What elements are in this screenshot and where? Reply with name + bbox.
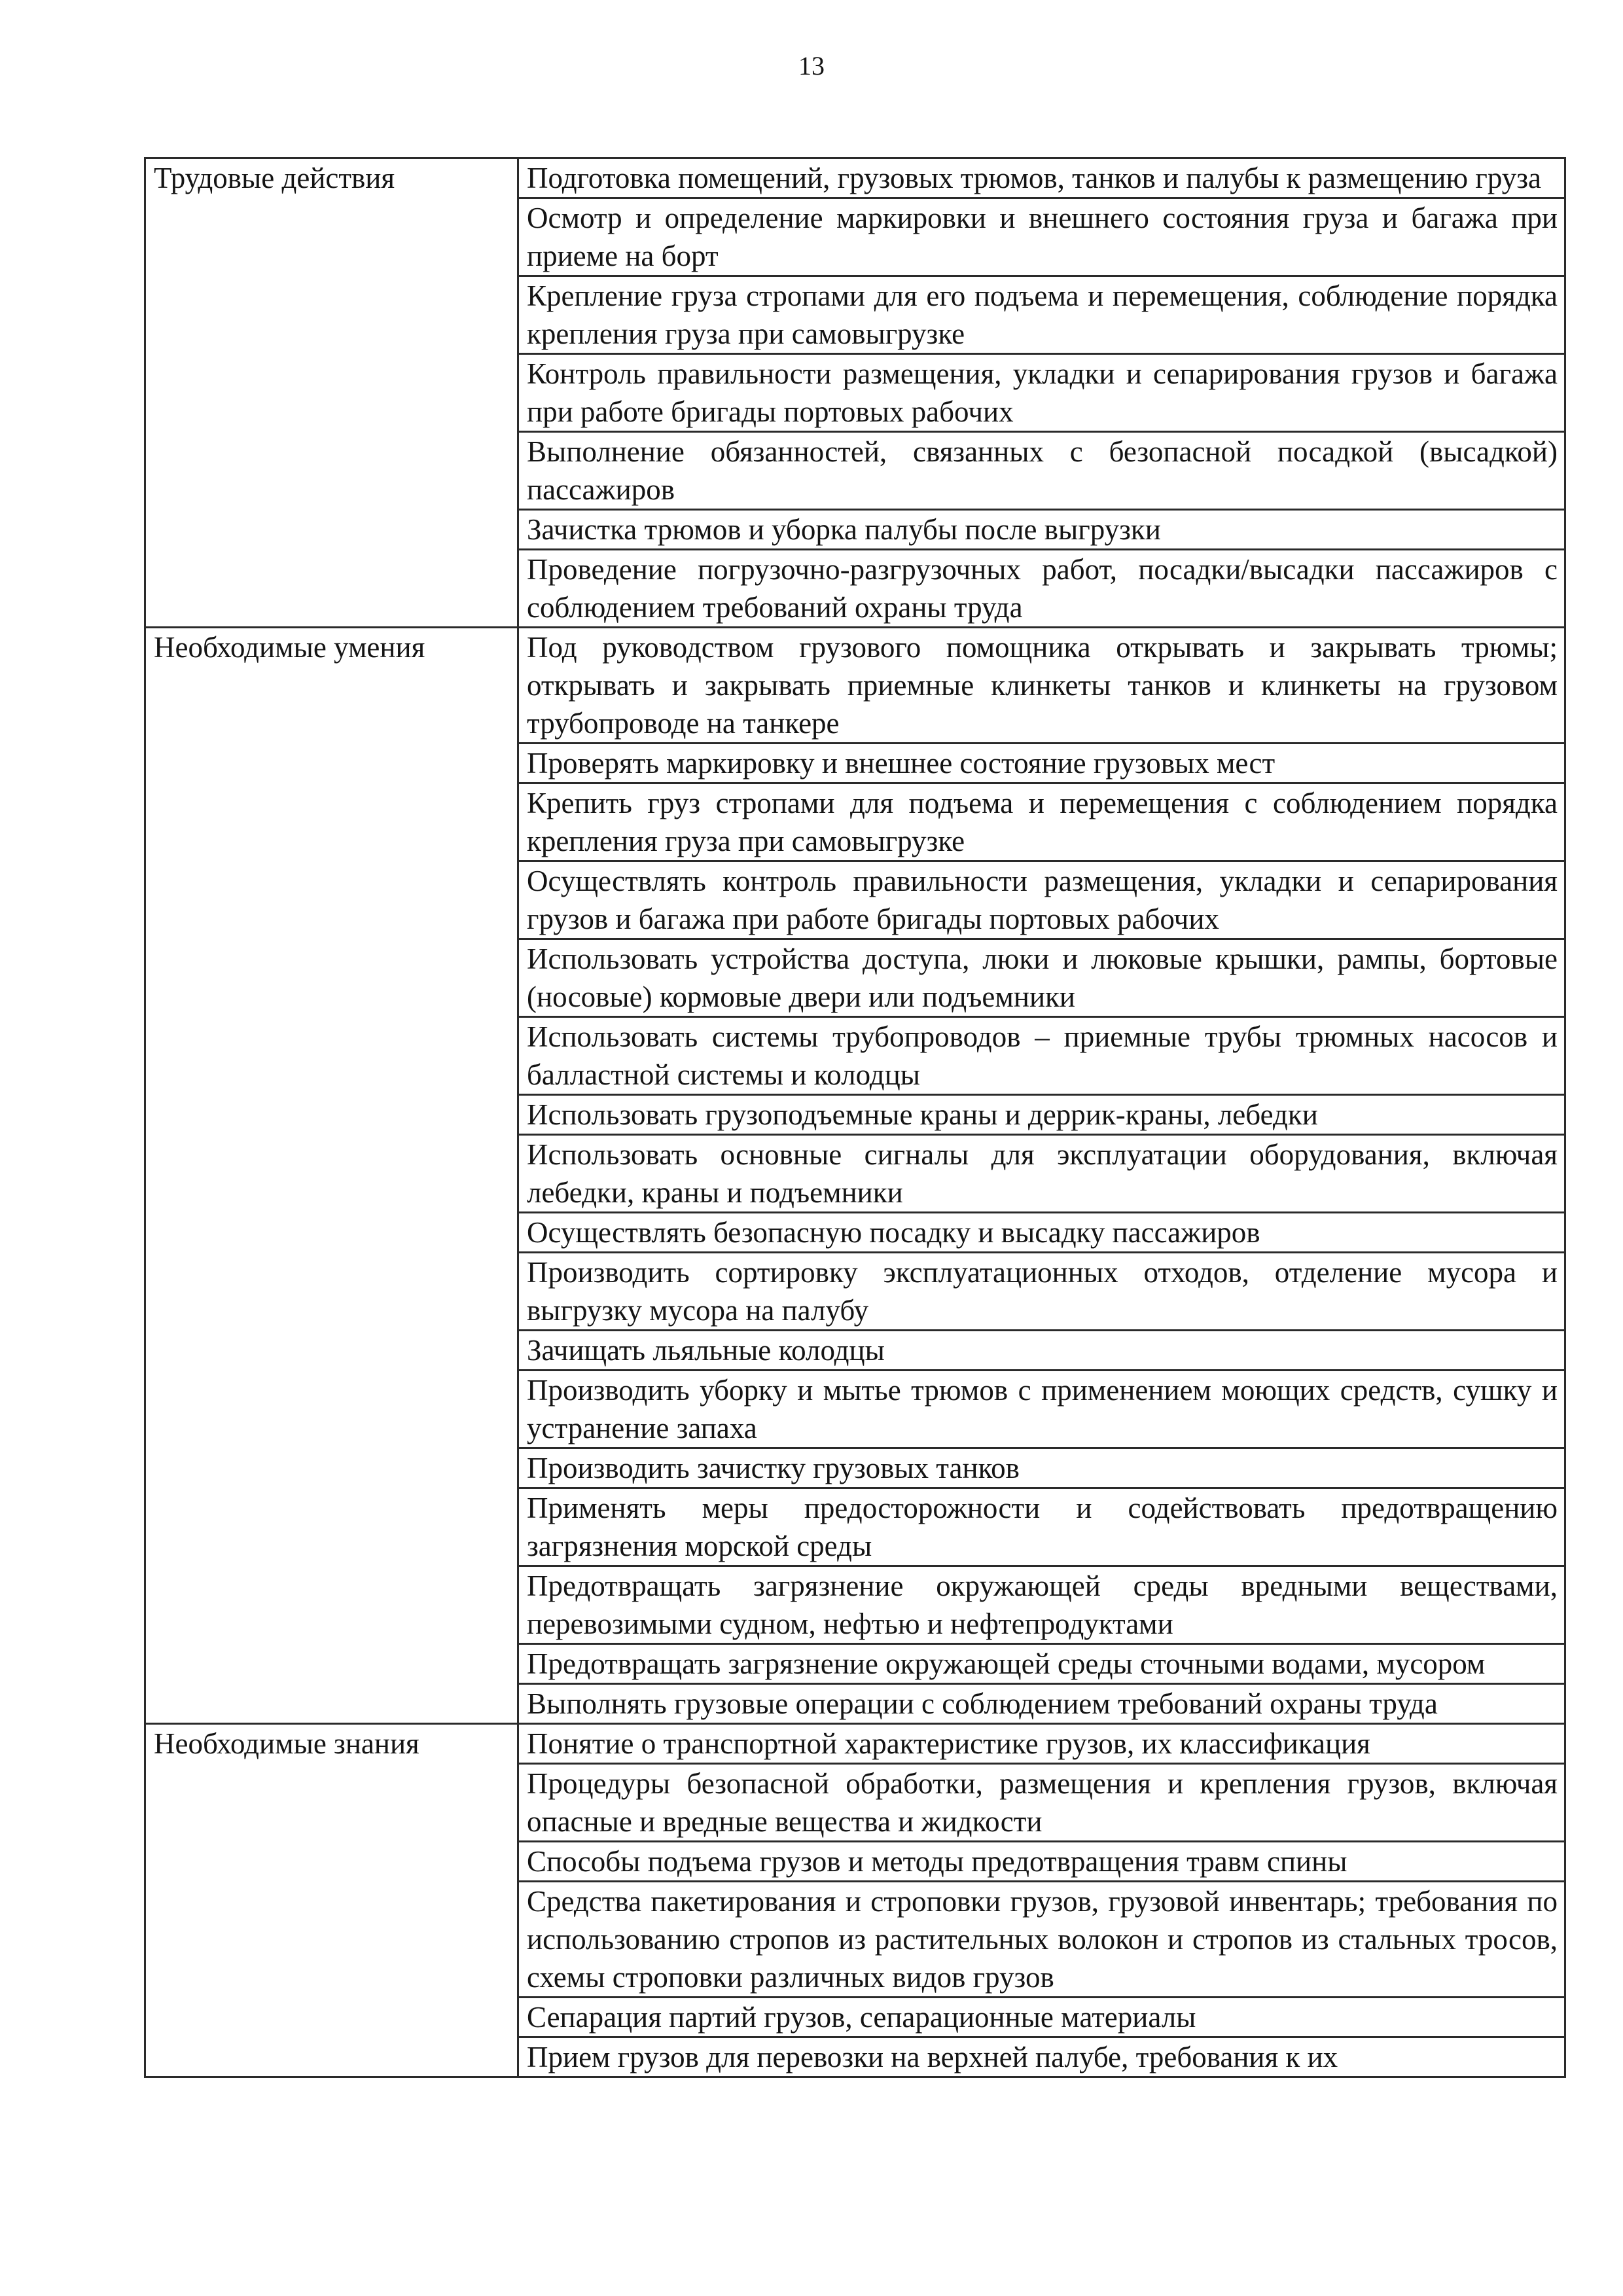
page-number: 13	[798, 51, 825, 81]
section-item: Прием грузов для перевозки на верхней палубе, требования к их	[518, 2037, 1565, 2077]
section-item: Контроль правильности размещения, укладки и сепарирования грузов и багажа при работе бригады портовых рабочих	[518, 354, 1565, 432]
section-item: Осуществлять контроль правильности размещения, укладки и сепарирования грузов и багажа при работе бригады портовых рабочих	[518, 861, 1565, 939]
section-item: Производить зачистку грузовых танков	[518, 1448, 1565, 1488]
requirements-table	[144, 157, 1566, 2078]
section-item: Осуществлять безопасную посадку и высадку пассажиров	[518, 1213, 1565, 1253]
section-item: Использовать системы трубопроводов – приемные трубы трюмных насосов и балластной системы и колодцы	[518, 1017, 1565, 1095]
section-item: Средства пакетирования и строповки грузов, грузовой инвентарь; требования по использованию стропов из растительных волокон и стропов из стальных тросов, схемы строповки различных видов грузов	[518, 1882, 1565, 1998]
section-item: Использовать основные сигналы для эксплуатации оборудования, включая лебедки, краны и подъемники	[518, 1135, 1565, 1213]
section-item: Сепарация партий грузов, сепарационные материалы	[518, 1998, 1565, 2037]
section-item: Процедуры безопасной обработки, размещения и крепления грузов, включая опасные и вредные вещества и жидкости	[518, 1764, 1565, 1842]
section-item: Подготовка помещений, грузовых трюмов, танков и палубы к размещению груза	[518, 158, 1565, 198]
section-item: Зачистка трюмов и уборка палубы после выгрузки	[518, 510, 1565, 550]
section-item: Выполнение обязанностей, связанных с безопасной посадкой (высадкой) пассажиров	[518, 432, 1565, 510]
section-item: Выполнять грузовые операции с соблюдением требований охраны труда	[518, 1684, 1565, 1724]
section-label: Необходимые умения	[145, 628, 518, 1724]
table-row	[145, 158, 1565, 198]
section-item: Предотвращать загрязнение окружающей среды сточными водами, мусором	[518, 1644, 1565, 1684]
section-item: Понятие о транспортной характеристике грузов, их классификация	[518, 1724, 1565, 1764]
section-item: Крепить груз стропами для подъема и перемещения с соблюдением порядка крепления груза при самовыгрузке	[518, 783, 1565, 861]
section-item: Производить уборку и мытье трюмов с применением моющих средств, сушку и устранение запаха	[518, 1371, 1565, 1448]
section-item: Под руководством грузового помощника открывать и закрывать трюмы; открывать и закрывать приемные клинкеты танков и клинкеты на грузовом трубопроводе на танкере	[518, 628, 1565, 744]
section-item: Зачищать льяльные колодцы	[518, 1331, 1565, 1371]
section-label: Необходимые знания	[145, 1724, 518, 2077]
section-item: Проведение погрузочно-разгрузочных работ, посадки/высадки пассажиров с соблюдением требований охраны труда	[518, 550, 1565, 628]
section-item: Крепление груза стропами для его подъема и перемещения, соблюдение порядка крепления груза при самовыгрузке	[518, 276, 1565, 354]
section-item: Использовать грузоподъемные краны и деррик-краны, лебедки	[518, 1095, 1565, 1135]
section-item: Осмотр и определение маркировки и внешнего состояния груза и багажа при приеме на борт	[518, 198, 1565, 276]
section-item: Проверять маркировку и внешнее состояние грузовых мест	[518, 744, 1565, 783]
section-item: Способы подъема грузов и методы предотвращения травм спины	[518, 1842, 1565, 1882]
section-label: Трудовые действия	[145, 158, 518, 628]
section-item: Производить сортировку эксплуатационных отходов, отделение мусора и выгрузку мусора на палубу	[518, 1253, 1565, 1331]
section-item: Применять меры предосторожности и содействовать предотвращению загрязнения морской среды	[518, 1488, 1565, 1566]
requirements-table-body	[145, 158, 1565, 2077]
section-item: Предотвращать загрязнение окружающей среды вредными веществами, перевозимыми судном, нефтью и нефтепродуктами	[518, 1566, 1565, 1644]
table-row	[145, 1724, 1565, 1764]
section-item: Использовать устройства доступа, люки и люковые крышки, рампы, бортовые (носовые) кормовые двери или подъемники	[518, 939, 1565, 1017]
table-row	[145, 628, 1565, 744]
